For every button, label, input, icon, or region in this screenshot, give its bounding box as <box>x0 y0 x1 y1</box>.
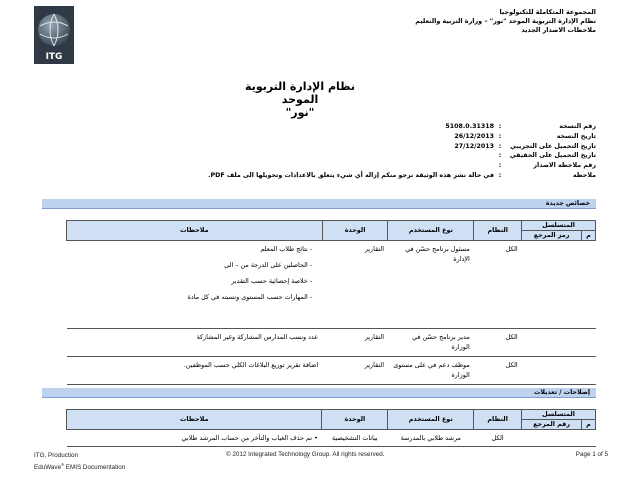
cell-unit: التقارير <box>322 241 388 329</box>
cell-ref <box>522 329 582 357</box>
footer-left <box>34 451 125 472</box>
meta-colon: : <box>498 171 502 179</box>
cell-unit: بيانات التشخيصية <box>322 430 388 447</box>
cell-system: الكل <box>474 329 522 357</box>
cell-m <box>582 241 596 329</box>
cell-notes: • تم حذف الغياب والتأخر من حساب المرشد طلابي <box>67 430 322 447</box>
meta-row-live-date <box>176 151 596 161</box>
note-item: - خلاصة إحصائية حسب التقدير <box>231 277 313 285</box>
cell-system: الكل <box>474 430 522 447</box>
document-title <box>230 80 370 119</box>
meta-colon: : <box>498 152 502 160</box>
cell-system: الكل <box>474 241 522 329</box>
footer-production: ITG, Production <box>34 452 79 459</box>
col-unit: الوحدة <box>322 221 388 241</box>
col-unit: الوحدة <box>322 410 388 430</box>
table-row <box>67 430 596 447</box>
cell-m <box>582 430 596 447</box>
logo-text: ITG <box>45 52 63 62</box>
cell-m <box>582 357 596 385</box>
meta-label: تاريخ النسخة <box>556 132 596 140</box>
col-system: النظام <box>474 221 522 241</box>
release-metadata <box>176 122 596 181</box>
cell-ref <box>522 357 582 385</box>
section-new-features-header: خصائص جديدة <box>42 199 596 209</box>
system-name: نظام الإدارة التربوية الموحد "نور" – وزارة التربية والتعليم <box>415 17 596 25</box>
section-fixes-header: إصلاحات / تعديلات <box>42 388 596 398</box>
meta-value <box>176 151 494 161</box>
col-m: م <box>582 420 596 430</box>
meta-row-version <box>176 122 596 132</box>
company-header <box>236 8 596 35</box>
cell-ref <box>522 241 582 329</box>
cell-notes: اضافة تقرير توزيع البلاغات الكلي حسب الموظفين. <box>67 357 323 385</box>
col-serial: المتسلسل <box>522 410 596 420</box>
cell-notes: عدد ونسب المدارس المشاركة وغير المشاركة <box>67 329 323 357</box>
cell-unit: التقارير <box>322 329 388 357</box>
col-notes: ملاحظات <box>67 221 323 241</box>
cell-user-type: مسئول برنامج حسّن في الإدارة <box>388 241 474 329</box>
meta-colon: : <box>498 123 502 130</box>
cell-unit: التقارير <box>322 357 388 385</box>
meta-row-note-number <box>176 161 596 171</box>
col-ref: رقم المرجع <box>522 420 582 430</box>
meta-value: 5108.0.31318 <box>445 123 494 130</box>
note-item: تم حذف الغياب والتأخر من حساب المرشد طلابي <box>181 434 313 442</box>
cell-notes <box>67 241 323 329</box>
meta-label: رقم النسخة <box>559 123 596 130</box>
meta-label: تاريخ التحميل على التجريبي <box>510 142 596 150</box>
title-line-1: نظام الإدارة التربوية الموحد <box>245 80 355 106</box>
meta-value: 27/12/2013 <box>454 142 494 150</box>
note-item: - الحاصلين على الدرجة من – الى <box>224 261 313 269</box>
col-serial: المتسلسل <box>522 221 596 231</box>
meta-colon: : <box>498 132 502 140</box>
cell-user-type: موظف دعم في على مستوى الوزارة <box>388 357 474 385</box>
cell-user-type: مرشد طلابي بالمدرسة <box>388 430 474 447</box>
table-row <box>67 357 596 385</box>
col-system: النظام <box>474 410 522 430</box>
meta-row-trial-date <box>176 142 596 152</box>
meta-label: رقم ملاحظة الاصدار <box>533 162 596 170</box>
cell-m <box>582 329 596 357</box>
cell-user-type: مدير برنامج حسّن في الوزارة <box>388 329 474 357</box>
table-row <box>67 241 596 329</box>
meta-row-note <box>176 171 596 181</box>
col-user-type: نوع المستخدم <box>388 221 474 241</box>
table-row <box>67 329 596 357</box>
col-m: م <box>582 231 596 241</box>
meta-value <box>176 161 494 171</box>
meta-label: تاريخ التحميل على الحقيقي <box>509 152 596 160</box>
itg-logo <box>34 6 74 64</box>
release-notes-title: ملاحظات الاصدار الجديد <box>521 26 596 34</box>
col-notes: ملاحظات <box>67 410 322 430</box>
footer-product: EduWave® EMIS Documentation <box>34 462 126 472</box>
meta-label: ملاحظة <box>572 171 596 179</box>
note-item: - نتائج طلاب المعلم <box>260 245 313 253</box>
meta-row-version-date <box>176 132 596 142</box>
col-ref: رمز المرجع <box>522 231 582 241</box>
title-line-2: "نور" <box>285 106 315 119</box>
col-user-type: نوع المستخدم <box>388 410 474 430</box>
company-name: المجموعة المتكاملة للتكنولوجيا <box>499 8 596 16</box>
fixes-table <box>66 409 596 447</box>
meta-value: في حالة نشر هذه الوثيقة نرجو منكم إزالة أي شيء يتعلق بالاعدادات وتحويلها الى ملف PDF. <box>208 171 494 179</box>
meta-value: 26/12/2013 <box>454 132 494 140</box>
note-item: - المهارات حسب المستوى ونسبته في كل مادة <box>187 293 313 301</box>
cell-ref <box>522 430 582 447</box>
cell-system: الكل <box>474 357 522 385</box>
meta-colon: : <box>498 142 502 150</box>
footer-copyright: © 2012 Integrated Technology Group. All rights reserved. <box>226 451 385 458</box>
new-features-table <box>66 220 596 385</box>
footer-page-number: Page 1 of 5 <box>575 451 608 458</box>
meta-colon: : <box>498 162 502 170</box>
